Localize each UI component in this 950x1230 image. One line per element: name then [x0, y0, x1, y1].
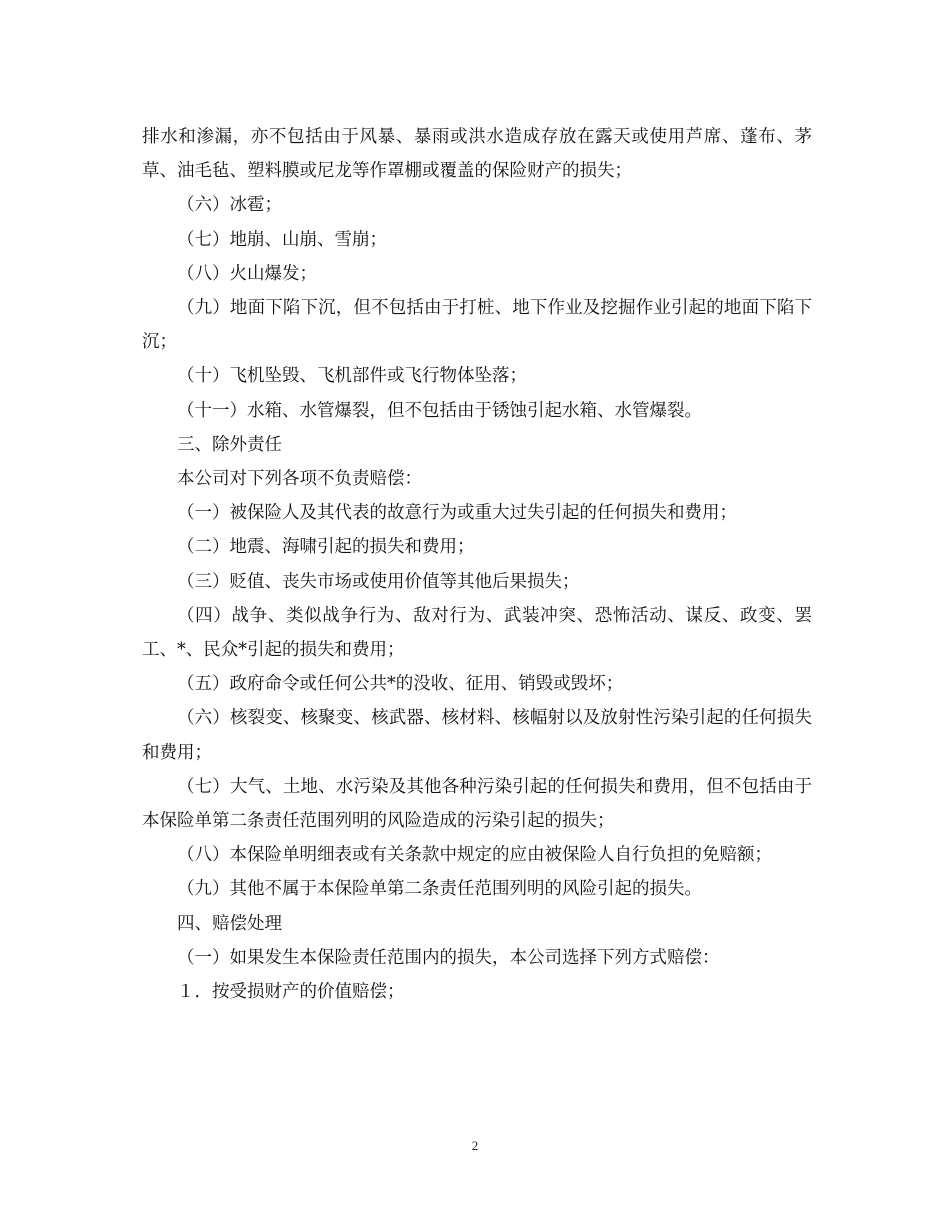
paragraph: （六）冰雹；	[177, 195, 282, 216]
paragraph: （八）本保险单明细表或有关条款中规定的应由被保险人自行负担的免赔额；	[177, 845, 772, 866]
paragraph: （十一）水箱、水管爆裂，但不包括由于锈蚀引起水箱、水管爆裂。	[177, 400, 702, 421]
paragraph: （六）核裂变、核聚变、核武器、核材料、核幅射以及放射性污染引起的任何损失和费用；	[142, 708, 812, 763]
paragraph: １．按受损财产的价值赔偿；	[177, 982, 405, 1003]
paragraph: 排水和渗漏，亦不包括由于风暴、暴雨或洪水造成存放在露天或使用芦席、蓬布、茅草、油毛毡、塑料膜或尼龙等作罩棚或覆盖的保险财产的损失；	[142, 127, 812, 182]
section-heading: 三、除外责任	[177, 434, 282, 455]
section-heading: 四、赔偿处理	[177, 913, 282, 934]
page-number: 2	[471, 1138, 479, 1153]
paragraph: （八）火山爆发；	[177, 263, 317, 284]
paragraph: （九）其他不属于本保险单第二条责任范围列明的风险引起的损失。	[177, 879, 702, 900]
paragraph: （十）飞机坠毁、飞机部件或飞行物体坠落；	[177, 366, 527, 387]
paragraph: （三）贬值、丧失市场或使用价值等其他后果损失；	[177, 571, 580, 592]
paragraph: （九）地面下陷下沉，但不包括由于打桩、地下作业及挖掘作业引起的地面下陷下沉；	[142, 298, 812, 353]
paragraph: （七）地崩、山崩、雪崩；	[177, 229, 387, 250]
paragraph: 本公司对下列各项不负责赔偿：	[177, 469, 422, 490]
paragraph: （二）地震、海啸引起的损失和费用；	[177, 537, 475, 558]
document-body	[142, 120, 812, 1009]
paragraph: （一）被保险人及其代表的故意行为或重大过失引起的任何损失和费用；	[177, 503, 737, 524]
paragraph: （一）如果发生本保险责任范围内的损失，本公司选择下列方式赔偿：	[177, 947, 720, 968]
paragraph: （四）战争、类似战争行为、敌对行为、武装冲突、恐怖活动、谋反、政变、罢工、*、民众*引起的损失和费用；	[142, 605, 812, 661]
paragraph: （七）大气、土地、水污染及其他各种污染引起的任何损失和费用，但不包括由于本保险单第二条责任范围列明的风险造成的污染引起的损失；	[142, 776, 812, 832]
paragraph: （五）政府命令或任何公共*的没收、征用、销毁或毁坏；	[177, 674, 624, 695]
